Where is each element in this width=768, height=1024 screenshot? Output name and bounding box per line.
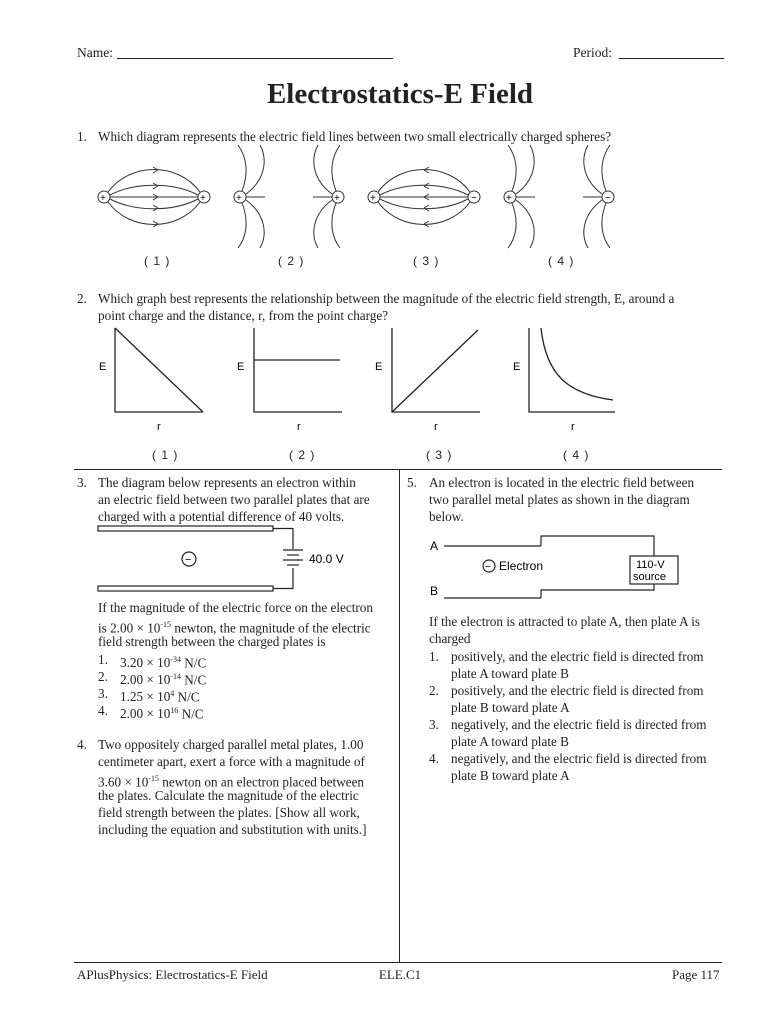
q5-option-2[interactable]: 2. positively, and the electric field is directed from plate B toward plate A xyxy=(429,683,704,715)
q3-top-plate xyxy=(98,526,273,531)
q3-followup-3: field strength between the charged plates is xyxy=(98,634,326,649)
q5-plate-a-label: A xyxy=(430,539,439,553)
q5-electron-symbol: − xyxy=(485,562,491,573)
q3-plate-diagram xyxy=(96,520,366,600)
q2-label-4: ( 4 ) xyxy=(563,448,590,462)
q5-number: 5. xyxy=(407,475,417,490)
q2-g1-ylabel: E xyxy=(99,361,107,373)
q1-diagram-4 xyxy=(504,145,614,248)
q4-line-2: centimeter apart, exert a force with a magnitude of xyxy=(98,754,365,769)
q2-g1-curve xyxy=(115,328,203,412)
q1-diagram-2 xyxy=(234,145,344,248)
q1-d3-left-charge: + xyxy=(370,193,376,204)
q4-line-4: the plates. Calculate the magnitude of the electric xyxy=(98,788,359,803)
q3-bottom-plate xyxy=(98,586,273,591)
q5-plate-b-label: B xyxy=(430,584,439,598)
q2-graphs xyxy=(90,320,630,435)
q1-label-4: ( 4 ) xyxy=(548,254,575,268)
q3-option-3[interactable]: 3. $1.25 \times 10^4$ N/C xyxy=(98,686,200,705)
q4-line-3: $3.60 \times 10^{-15}$ newton on an electron placed between xyxy=(98,774,365,790)
q1-label-2: ( 2 ) xyxy=(278,254,305,268)
q4-line-5: field strength between the plates. [Show all work, xyxy=(98,805,360,820)
q5-source-line2: source xyxy=(633,571,667,583)
q5-line-3: below. xyxy=(429,509,464,524)
q2-g3-ylabel: E xyxy=(375,361,383,373)
q5-option-4[interactable]: 4. negatively, and the electric field is directed from plate B toward plate A xyxy=(429,751,707,783)
q5-line-1: An electron is located in the electric field between xyxy=(429,475,695,490)
period-field-line[interactable] xyxy=(619,58,724,59)
q4-number: 4. xyxy=(77,737,87,752)
q2-g4-xlabel: r xyxy=(571,421,575,433)
q2-text-line1: Which graph best represents the relationship between the magnitude of the electric field strength, E, around a xyxy=(98,291,675,306)
q1-d3-right-charge: − xyxy=(471,193,477,204)
q1-d1-left-charge: + xyxy=(100,193,106,204)
period-label: Period: xyxy=(573,45,612,60)
q5-prompt-1: If the electron is attracted to plate A, then plate A is xyxy=(429,614,700,629)
q1-field-line-diagrams xyxy=(90,140,630,270)
q2-g3-curve xyxy=(392,330,478,412)
q5-plate-diagram xyxy=(426,528,686,610)
q2-number: 2. xyxy=(77,291,87,306)
q5-line-2: two parallel metal plates as shown in the diagram xyxy=(429,492,690,507)
q3-line-3: charged with a potential difference of 40 volts. xyxy=(98,509,345,524)
q2-g2-xlabel: r xyxy=(297,421,301,433)
q1-d1-right-charge: + xyxy=(200,193,206,204)
q1-text: Which diagram represents the electric field lines between two small electrically charged spheres? xyxy=(98,129,612,144)
q1-label-3: ( 3 ) xyxy=(413,254,440,268)
column-divider-vertical xyxy=(399,469,400,962)
q3-line-1: The diagram below represents an electron within xyxy=(98,475,356,490)
footer-rule xyxy=(74,962,722,963)
q2-g1-xlabel: r xyxy=(157,421,161,433)
q5-source-line1: 110-V xyxy=(636,559,665,571)
q3-followup-1: If the magnitude of the electric force on the electron xyxy=(98,600,373,615)
q5-prompt-2: charged xyxy=(429,631,471,646)
q5-option-1[interactable]: 1. positively, and the electric field is directed from plate A toward plate B xyxy=(429,649,704,681)
section-divider-horizontal xyxy=(74,469,722,470)
q2-g2-ylabel: E xyxy=(237,361,245,373)
q3-followup-2: is $2.00 \times 10^{-15}$ newton, the magnitude of the electric xyxy=(98,620,371,636)
q1-number: 1. xyxy=(77,129,87,144)
q2-g4-ylabel: E xyxy=(513,361,521,373)
q2-label-3: ( 3 ) xyxy=(426,448,453,462)
q2-label-2: ( 2 ) xyxy=(289,448,316,462)
q2-g3-xlabel: r xyxy=(434,421,438,433)
q2-g4-axes xyxy=(529,328,615,412)
q3-electron-symbol: − xyxy=(185,554,192,566)
footer-left: APlusPhysics: Electrostatics-E Field xyxy=(77,967,268,982)
q1-diagram-1 xyxy=(98,167,210,227)
name-label: Name: xyxy=(77,45,113,60)
page-title: Electrostatics-E Field xyxy=(266,78,534,110)
q1-d2-left-charge: + xyxy=(236,193,242,204)
q3-option-4[interactable]: 4. $2.00 \times 10^{16}$ N/C xyxy=(98,703,204,722)
name-field-line[interactable] xyxy=(117,58,393,59)
q5-electron-label: Electron xyxy=(499,559,544,573)
q2-text-line2: point charge and the distance, r, from the point charge? xyxy=(98,308,389,323)
q2-g4-curve xyxy=(541,328,613,400)
footer-right: Page 117 xyxy=(672,967,720,982)
q4-line-6: including the equation and substitution with units.] xyxy=(98,822,367,837)
q3-voltage-label: 40.0 V xyxy=(309,552,344,566)
q1-d4-left-charge: + xyxy=(506,193,512,204)
q1-diagram-3 xyxy=(368,167,480,227)
q3-line-2: an electric field between two parallel plates that are xyxy=(98,492,370,507)
q1-d4-right-charge: − xyxy=(605,193,611,204)
q1-label-1: ( 1 ) xyxy=(144,254,171,268)
footer-center: ELE.C1 xyxy=(378,967,422,982)
q3-option-2[interactable]: 2. $2.00 \times 10^{-14}$ N/C xyxy=(98,669,207,688)
q2-label-1: ( 1 ) xyxy=(152,448,179,462)
q3-option-1[interactable]: 1. $3.20 \times 10^{-34}$ N/C xyxy=(98,652,207,671)
q5-option-3[interactable]: 3. negatively, and the electric field is directed from plate A toward plate B xyxy=(429,717,707,749)
q1-d2-right-charge: + xyxy=(334,193,340,204)
q4-line-1: Two oppositely charged parallel metal plates, 1.00 xyxy=(98,737,364,752)
q3-number: 3. xyxy=(77,475,87,490)
q2-g2-axes xyxy=(254,328,342,412)
